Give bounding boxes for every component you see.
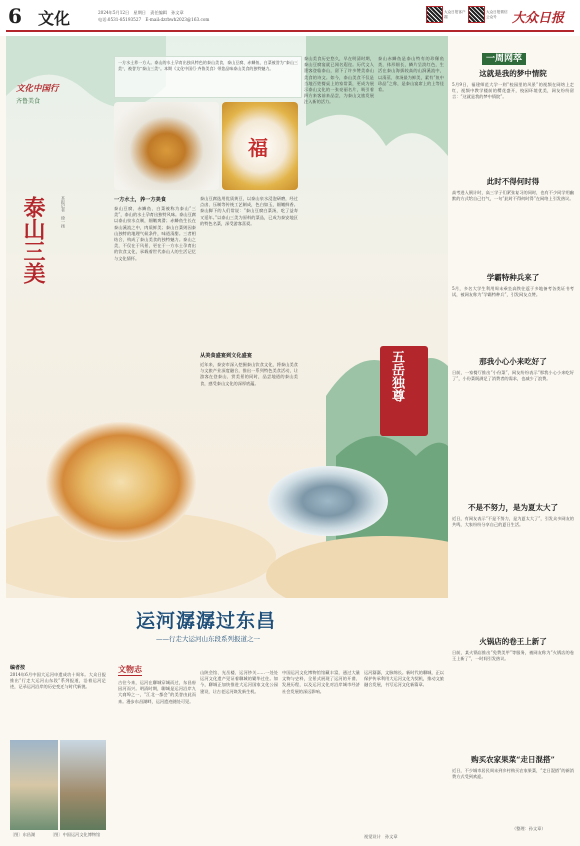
article-body: 5月，多名大学生利用周末乘坐高铁往返于多地备考各类证书考试，被网友称为“学霸特种兵”，引发网友点赞。 — [452, 286, 574, 298]
article-body: 日前，某火锅店推出“免费美甲”等服务，被网友称为“火锅店的卷王上新了”，一时间引发热议。 — [452, 650, 574, 662]
qr-code-1 — [426, 6, 443, 23]
header-rule — [6, 30, 574, 32]
article-body: 日前，一家餐厅推出“小份菜”，网友纷纷表示“那我小心小来吃好了”，小份菜既满足了消费者的需求，也减少了浪费。 — [452, 370, 574, 382]
fish-dish-photo — [114, 102, 219, 190]
bottom-headline: 运河潺潺过东昌 — [136, 610, 277, 632]
header-info-line2: 电话:0531-85193527 E-mail:dzrbwh2023@163.com — [98, 17, 210, 22]
caption-1: 〔图〕东昌湖 — [10, 832, 36, 837]
feature-title: 泰山三美 — [20, 196, 46, 284]
feature-panel — [6, 36, 448, 598]
roundup-article-5 — [452, 636, 574, 730]
feature-column-3: 近年来，泰安市深入挖掘泰山饮食文化，将泰山美食与文旅产业深度融合，推出一系列特色美食活动，让游客在登泰山、赏美景的同时，品尝地道的泰山美食，感受泰山文化的深厚底蕴。 — [200, 362, 298, 386]
roundup-footer: （整理：孙文章） — [512, 826, 546, 831]
section-name: 文化 — [38, 9, 71, 28]
intro-text: 一方水土养一方人。泰山的水土孕育出独具特色的泰山美食，泰山豆腐、赤鳞鱼、白菜被誉为“泰山三美”，被誉为“泰山三美”。本期《文化中国行·齐鲁美食》带您品味泰山美食的独特魅力。 — [118, 60, 298, 71]
bottom-column-4: 运河潺潺，文脉绵长。新时代的聊城，正以保护传承利用大运河文化为契机，推动文旅融合发展，书写运河文化新篇章。 — [364, 670, 444, 688]
tag-label: 文物志 — [118, 664, 142, 674]
section-a-heading: 一方水土，养一方美食 — [114, 197, 166, 203]
article-body: 近日，有网友表示“不是不努力，是为夏太大了”，引发众多网友的共鸣，大家纷纷分享自己的夏日生活。 — [452, 516, 574, 528]
banner-title: 文化中国行 — [16, 84, 59, 94]
bottom-column-1: 古往今来，运河在聊城穿城而过，东昌府因河而兴。明清时期，聊城是运河沿岸九大商埠之一，“江北一都会”的美誉由此而来。漫步东昌湖畔，运河遗迹随处可见。 — [118, 680, 196, 704]
masthead: 大众日报 — [512, 11, 565, 26]
canal-photo-1 — [10, 740, 58, 830]
byline: 本报记者 徐一扬 — [61, 196, 66, 228]
roundup-article-3 — [452, 356, 574, 440]
fu-character-icon: 福 — [248, 136, 268, 160]
qr-code-2 — [468, 6, 485, 23]
roundup-article-2 — [452, 272, 574, 356]
tofu-dish-photo — [46, 422, 196, 542]
article-title: 学霸特种兵来了 — [486, 273, 540, 282]
article-body: 高考进入倒计时，高三学子们紧张复习的同时，也有不少同学用幽默的方式给自己打气，一句“此时不得何时得”在网络上引发热议。 — [452, 190, 574, 202]
page-header — [0, 0, 580, 36]
article-title: 那我小心小来吃好了 — [479, 357, 547, 366]
header-info-line1: 2024年5月12日 星期日 责任编辑 孙文章 — [98, 10, 184, 15]
editor-note-text: 2014年6月中国大运河申遗成功十周年。大众日报推出“行走大运河山东段”系列报道，沿着运河足迹，记录运河沿岸的历史变迁与时代新貌。 — [10, 672, 106, 690]
article-title: 火锅店的卷王上新了 — [479, 637, 547, 646]
fu-dish-photo — [222, 102, 298, 190]
bottom-column-3: 中国运河文化博物馆馆藏丰富，通过大量文物与史料，全景式展现了运河的开凿、发展历程，以及运河文化对沿岸城市经济社会发展的深远影响。 — [282, 670, 360, 694]
roundup-article-4 — [452, 502, 574, 616]
article-body: 5月9日，福建师范大学一则“校园里的风景”的视频在网络上走红，视频中教学楼前的樱花盛开，校园环境优美，网友纷纷留言：“这就是我的梦中情院”。 — [452, 82, 574, 100]
weekly-roundup-column — [452, 36, 574, 836]
article-title: 购买农家果菜“走日混搭” — [471, 755, 555, 764]
feature-banner — [16, 82, 74, 122]
qr-label-2: 大众日报微信公众号 — [486, 10, 508, 19]
roundup-article-0 — [452, 68, 574, 164]
bottom-column-2: 山陕会馆、光岳楼、运河钞关……一处处运河文化遗产见证着聊城的繁华过往。如今，聊城正加快推进大运河国家文化公园建设，让古老运河焕发新生机。 — [200, 670, 278, 694]
section-b-heading: 从美食盛宴到文化盛宴 — [200, 353, 252, 359]
bottom-subtitle: ——行走大运河山东段系列报道之一 — [156, 635, 260, 643]
bottom-article — [6, 600, 448, 840]
roundup-article-1 — [452, 176, 574, 260]
bottom-footer: 视觉设计 孙文章 — [364, 834, 398, 839]
article-body: 近日，不少城市居民周末到乡村购买农家果菜，“走日混搭”的新消费方式受到欢迎。 — [452, 768, 574, 780]
article-title: 这就是我的梦中情院 — [479, 69, 547, 78]
fish-plate-photo — [268, 466, 388, 536]
article-title: 此时不得何时得 — [486, 177, 540, 186]
editor-note-label: 编者按 — [10, 665, 26, 671]
qr-label-1: 大众日报客户端 — [444, 10, 466, 19]
stamp-text: 五岳独尊 — [389, 350, 404, 402]
intro-box — [114, 56, 302, 98]
feature-column-4: 泰山美食历史悠久，早在明清时期，泰山豆腐宴就已闻名遐迩。历代文人墨客登临泰山，留下了许多赞美泰山美食的诗文。如今，泰山美食不仅是当地百姓餐桌上的家常菜，更成为展示泰山文化的一张亮丽名片，吸引着四方来客前来品尝，为泰山文旅发展注入新的活力。 — [304, 56, 374, 105]
caption-2: 〔图〕中国运河文化博物馆 — [50, 832, 101, 837]
page-number: 6 — [8, 4, 22, 28]
banner-subtitle: 齐鲁美食 — [16, 98, 41, 105]
five-peaks-stamp — [380, 346, 428, 436]
feature-column-2: 泰山豆腐选用优质黄豆，以泰山泉水浸泡研磨，经过点卤、压制等传统工艺制成，色白如玉，细嫩鲜香。泰山脚下的人们常说：“泰山豆腐白菜汤，吃了益寿又延年。”以泰山三美为原料的菜品，已成为泰安地区的特色名菜，深受游客喜爱。 — [200, 196, 298, 226]
roundup-header — [482, 46, 526, 65]
feature-column-1: 泰山豆腐、赤鳞鱼、白菜被称为泰山“三美”，泰山的水土孕育出独特风味。泰山豆腐以泰山泉水点制，细嫩爽滑；赤鳞鱼生长在泰山溪流之中，肉质鲜美；泰山白菜则因泰山独特的地理气候条件，味道清甜。三者相结合，构成了泰山美食的独特魅力。泰山之美，不仅在于风景，更在于一方水土孕育出的饮食文化，承载着世代泰山人的生活记忆与文化情怀。 — [114, 206, 196, 261]
article-title: 不是不努力，是为夏太大了 — [468, 503, 558, 512]
feature-column-5: 泰山赤鳞鱼是泰山特有的珍稀鱼类，体形细长，鳞片呈淡红色，生活在泰山海拔较高的山涧溪流中，以清蒸、汆汤最为鲜美，素有“鱼中珍品”之称，是泰山宴席上的上等佳肴。 — [378, 56, 444, 93]
roundup-article-6 — [452, 754, 574, 834]
roundup-title: 一周网萃 — [482, 53, 526, 65]
canal-photo-2 — [60, 740, 106, 830]
